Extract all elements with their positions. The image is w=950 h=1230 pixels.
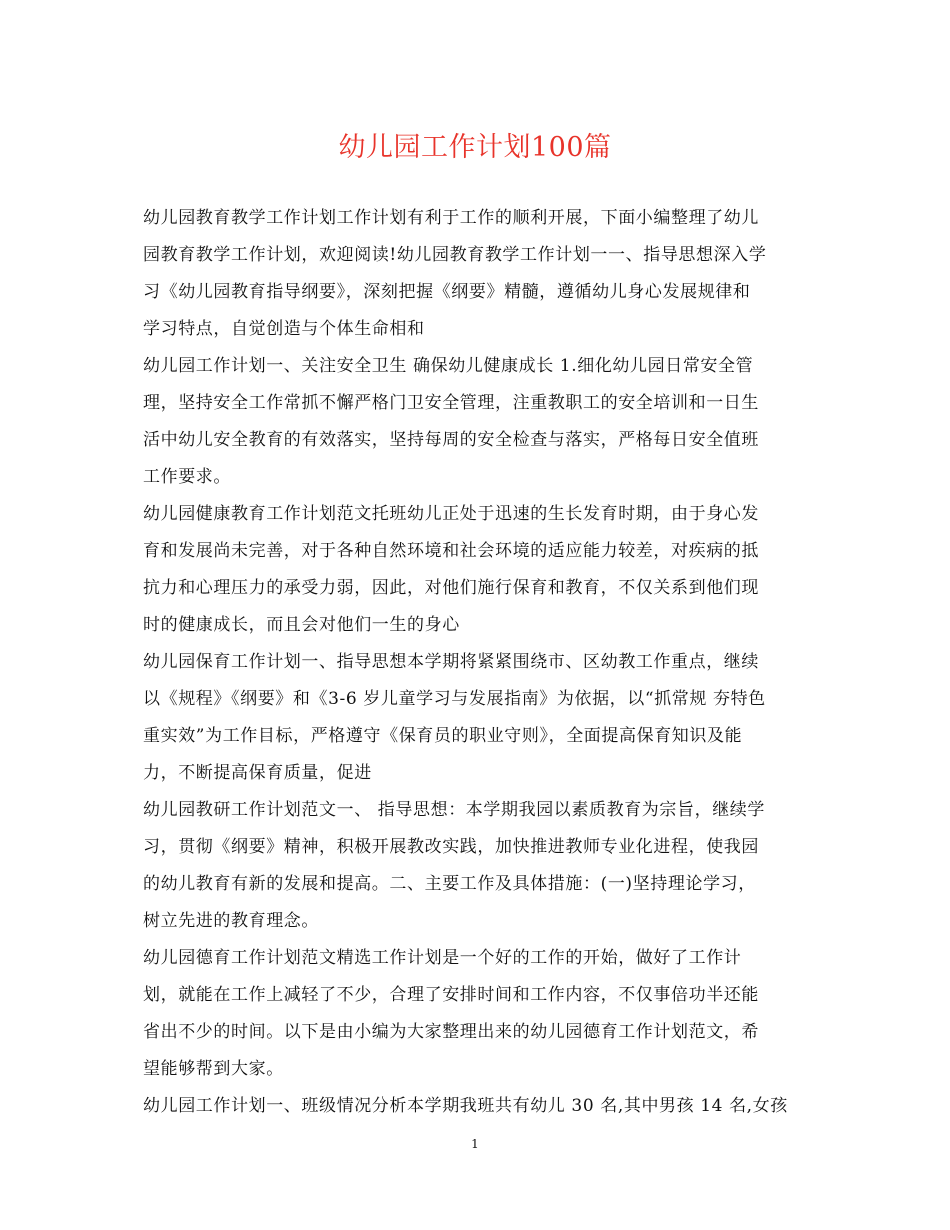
text-line: 省出不少的时间。以下是由小编为大家整理出来的幼儿园德育工作计划范文，希	[143, 1022, 759, 1042]
text-line: 幼儿园工作计划一、关注安全卫生 确保幼儿健康成长 1.细化幼儿园日常安全管	[143, 356, 754, 376]
page-number: 1	[471, 1137, 479, 1151]
paragraph	[143, 200, 803, 348]
text-line: 理，坚持安全工作常抓不懈严格门卫安全管理，注重教职工的安全培训和一日生	[143, 393, 759, 413]
text-line: 习，贯彻《纲要》精神，积极开展教改实践，加快推进教师专业化进程，使我园	[143, 837, 759, 857]
paragraph	[143, 940, 803, 1088]
document-body	[143, 200, 803, 1125]
text-line: 的幼儿教育有新的发展和提高。二、主要工作及具体措施：(一)坚持理论学习，	[143, 874, 756, 894]
paragraph	[143, 496, 803, 644]
text-line: 幼儿园保育工作计划一、指导思想本学期将紧紧围绕市、区幼教工作重点，继续	[143, 652, 759, 672]
paragraph	[143, 644, 803, 792]
text-line: 学习特点，自觉创造与个体生命相和	[143, 319, 425, 339]
paragraph	[143, 1088, 803, 1125]
text-line: 幼儿园工作计划一、班级情况分析本学期我班共有幼儿 30 名,其中男孩 14 名,女孩	[143, 1096, 788, 1116]
text-line: 以《规程》《纲要》和《3-6 岁儿童学习与发展指南》为依据，以“抓常规 夯特色	[143, 689, 766, 709]
text-line: 时的健康成长，而且会对他们一生的身心	[143, 615, 460, 635]
text-line: 幼儿园健康教育工作计划范文托班幼儿正处于迅速的生长发育时期，由于身心发	[143, 504, 759, 524]
text-line: 幼儿园德育工作计划范文精选工作计划是一个好的工作的开始，做好了工作计	[143, 948, 742, 968]
text-line: 重实效”为工作目标，严格遵守《保育员的职业守则》，全面提高保育知识及能	[143, 726, 743, 746]
text-line: 活中幼儿安全教育的有效落实，坚持每周的安全检查与落实，严格每日安全值班	[143, 430, 759, 450]
text-line: 工作要求。	[143, 467, 231, 487]
text-line: 划，就能在工作上减轻了不少，合理了安排时间和工作内容，不仅事倍功半还能	[143, 985, 759, 1005]
document-title: 幼儿园工作计划100篇	[338, 132, 612, 163]
text-line: 幼儿园教研工作计划范文一、 指导思想：本学期我园以素质教育为宗旨，继续学	[143, 800, 766, 820]
text-line: 习《幼儿园教育指导纲要》，深刻把握《纲要》精髓，遵循幼儿身心发展规律和	[143, 282, 751, 302]
text-line: 幼儿园教育教学工作计划工作计划有利于工作的顺利开展，下面小编整理了幼儿	[143, 208, 759, 228]
text-line: 抗力和心理压力的承受力弱，因此，对他们施行保育和教育，不仅关系到他们现	[143, 578, 759, 598]
paragraph	[143, 792, 803, 940]
text-line: 望能够帮到大家。	[143, 1059, 284, 1079]
text-line: 力，不断提高保育质量，促进	[143, 763, 372, 783]
text-line: 育和发展尚未完善，对于各种自然环境和社会环境的适应能力较差，对疾病的抵	[143, 541, 759, 561]
text-line: 树立先进的教育理念。	[143, 911, 319, 931]
paragraph	[143, 348, 803, 496]
text-line: 园教育教学工作计划，欢迎阅读!幼儿园教育教学工作计划一一、指导思想深入学	[143, 245, 767, 265]
